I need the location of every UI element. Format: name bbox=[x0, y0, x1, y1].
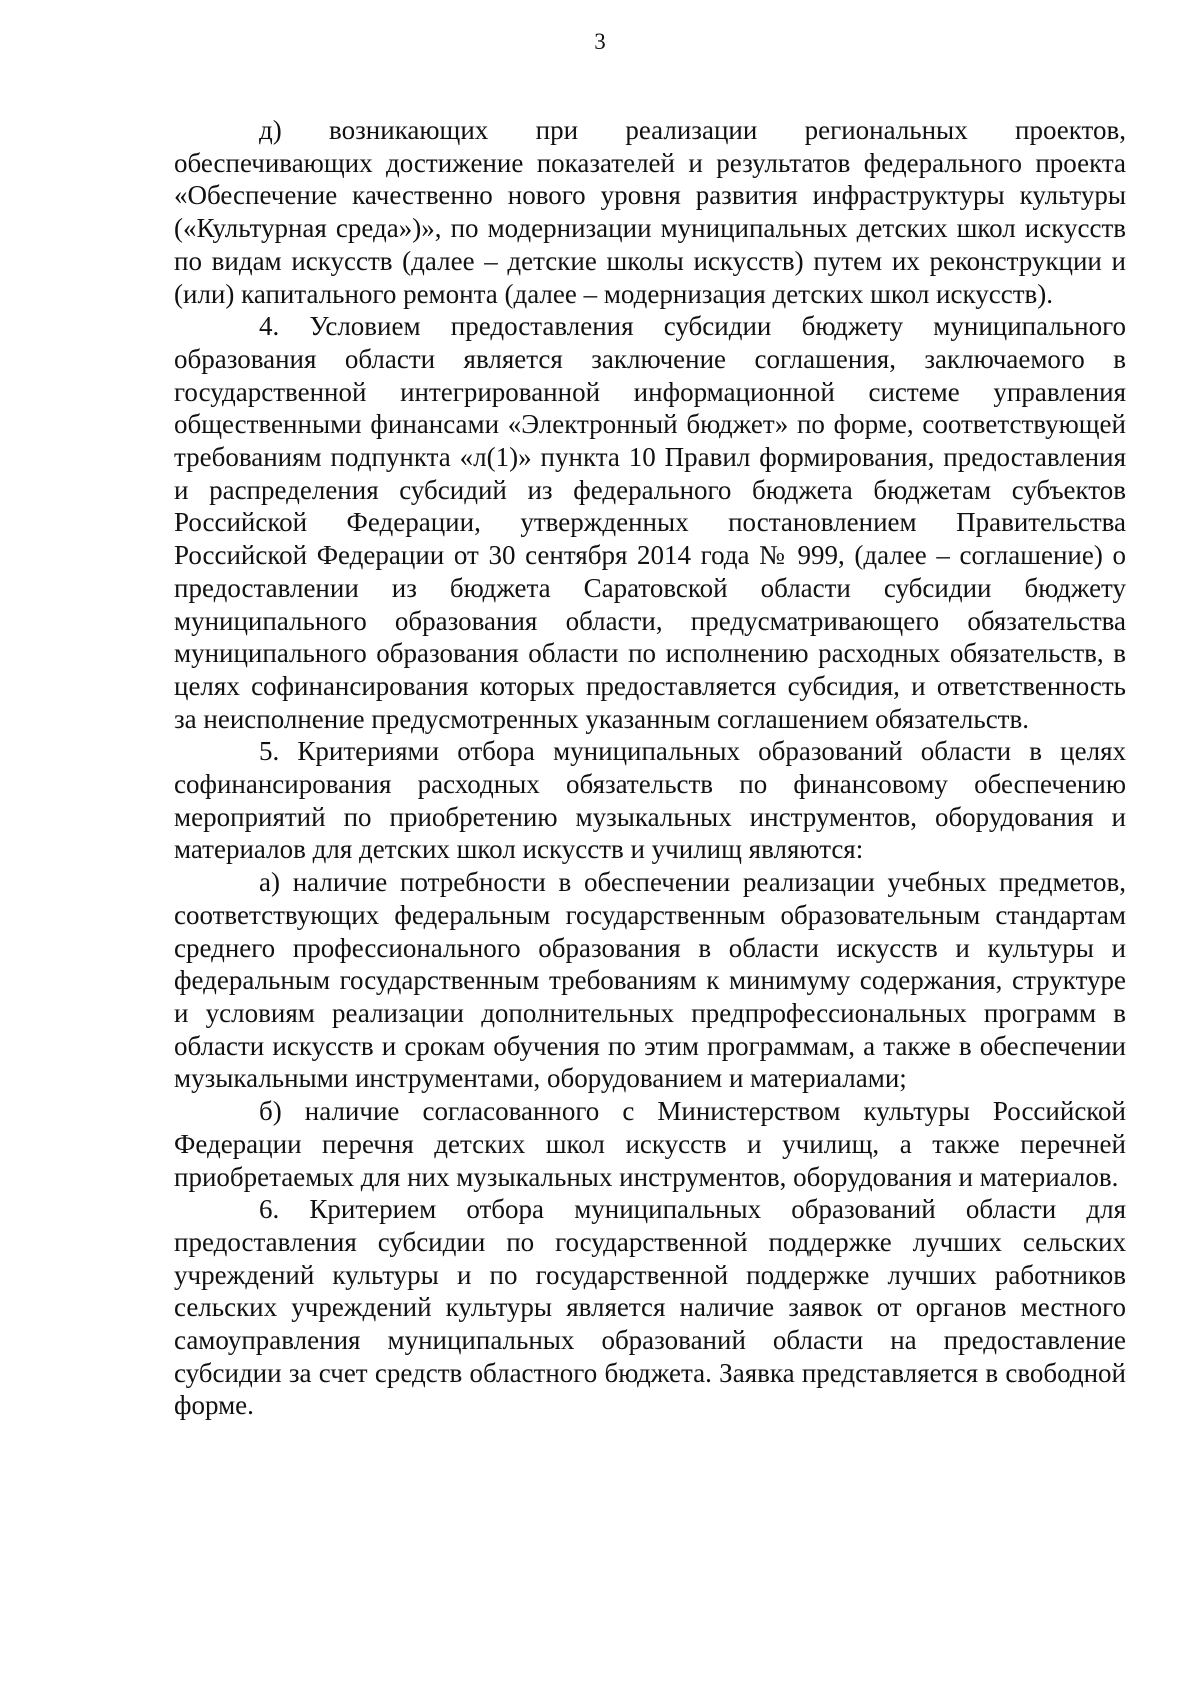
paragraph-6-rural-support-criterion: 6. Критерием отбора муниципальных образований области для предоставления субсидии по государственной поддержке лучших сельских учреждений культуры и по государственной поддержке лучших работников сельских учреждений культуры является наличие заявок от органов местного самоуправления муниципальных образований области на предоставление субсидии за счет средств областного бюджета. Заявка представляется в свободной форме. bbox=[174, 1194, 1126, 1421]
paragraph-d-regional-projects: д) возникающих при реализации региональных проектов, обеспечивающих достижение показателей и результатов федерального проекта «Обеспечение качественно нового уровня развития инфраструктуры культуры («Культурная среда»)», по модернизации муниципальных детских школ искусств по видам искусств (далее – детские школы искусств) путем их реконструкции и (или) капитального ремонта (далее – модернизация детских школ искусств). bbox=[174, 115, 1126, 309]
paragraph-4-subsidy-condition: 4. Условием предоставления субсидии бюджету муниципального образования области является заключение соглашения, заключаемого в государственной интегрированной информационной системе управления общественными финансами «Электронный бюджет» по форме, соответствующей требованиям подпункта «л(1)» пункта 10 Правил формирования, предоставления и распределения субсидий из федерального бюджета бюджетам субъектов Российской Федерации, утвержденных постановлением Правительства Российской Федерации от 30 сентября 2014 года № 999, (далее – соглашение) о предоставлении из бюджета Саратовской области субсидии бюджету муниципального образования области, предусматривающего обязательства муниципального образования области по исполнению расходных обязательств, в целях софинансирования которых предоставляется субсидия, и ответственность за неисполнение предусмотренных указанным соглашением обязательств. bbox=[174, 311, 1126, 734]
paragraph-5-selection-criteria: 5. Критериями отбора муниципальных образований области в целях софинансирования расходных обязательств по финансовому обеспечению мероприятий по приобретению музыкальных инструментов, оборудования и материалов для детских школ искусств и училищ являются: bbox=[174, 736, 1126, 865]
page-number: 3 bbox=[594, 29, 606, 54]
document-body bbox=[174, 114, 1126, 1422]
paragraph-5a-need: а) наличие потребности в обеспечении реализации учебных предметов, соответствующих федеральным государственным образовательным стандартам среднего профессионального образования в области искусств и культуры и федеральным государственным требованиям к минимуму содержания, структуре и условиям реализации дополнительных предпрофессиональных программ в области искусств и срокам обучения по этим программам, а также в обеспечении музыкальными инструментами, оборудованием и материалами; bbox=[174, 867, 1126, 1094]
paragraph-5b-agreed-list: б) наличие согласованного с Министерством культуры Российской Федерации перечня детских школ искусств и училищ, а также перечней приобретаемых для них музыкальных инструментов, оборудования и материалов. bbox=[174, 1096, 1126, 1192]
